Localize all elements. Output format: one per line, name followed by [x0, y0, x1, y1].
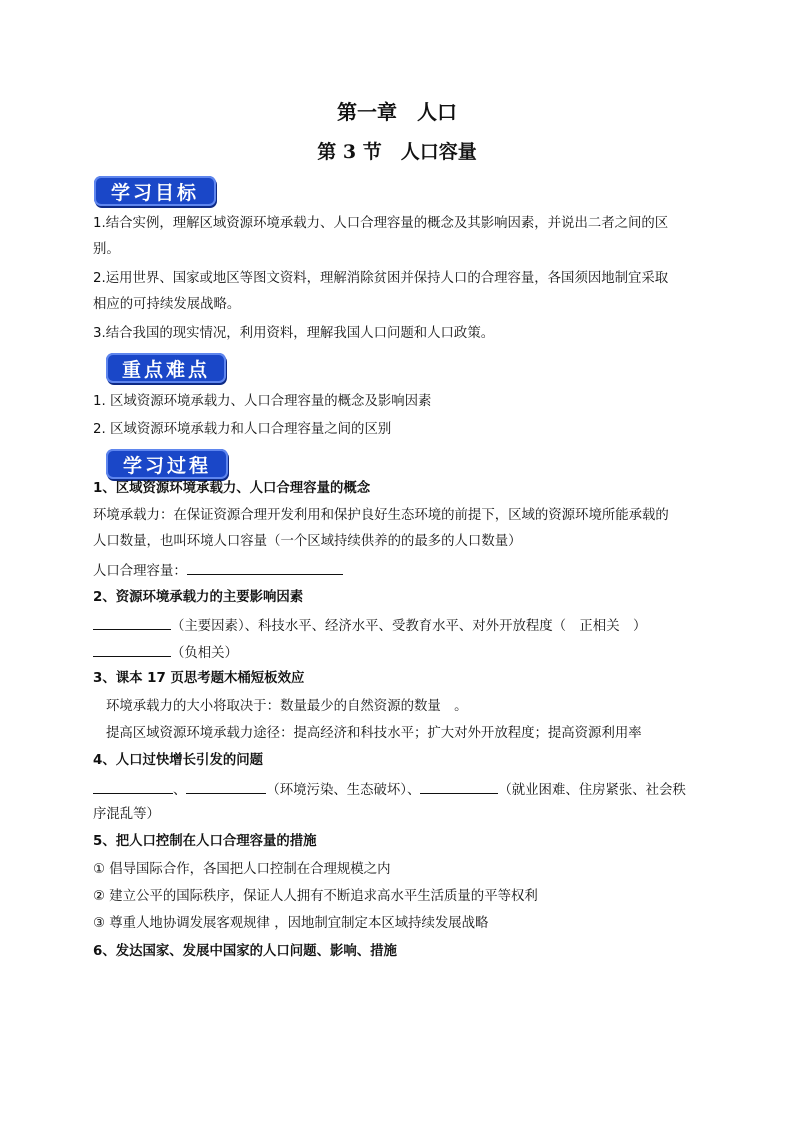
paragraph-line: 环境承载力的大小将取决于：数量最少的自然资源的数量 。 — [106, 699, 468, 714]
section-heading: 4、人口过快增长引发的问题 — [93, 753, 264, 768]
keypoint-line: 1. 区域资源环境承载力、人口合理容量的概念及影响因素 — [93, 394, 432, 409]
measure-item: ② 建立公平的国际秩序，保证人人拥有不断追求高水平生活质量的平等权利 — [93, 889, 538, 904]
answer-blank — [186, 779, 266, 794]
process-badge: 学习过程 — [106, 449, 228, 479]
section-heading: 2、资源环境承载力的主要影响因素 — [93, 590, 304, 605]
measure-item: ① 倡导国际合作，各国把人口控制在合理规模之内 — [93, 862, 391, 877]
blank-text: （环境污染、生态破坏）、 — [266, 783, 421, 798]
objective-line: 相应的可持续发展战略。 — [93, 297, 241, 312]
section-title: 第 3 节 人口容量 — [317, 141, 477, 163]
section-heading: 6、发达国家、发展中国家的人口问题、影响、措施 — [93, 944, 397, 959]
objective-line: 2.运用世界、国家或地区等图文资料，理解消除贫困并保持人口的合理容量，各国须因地制宜采取 — [93, 271, 669, 286]
paragraph-line: 环境承载力：在保证资源合理开发利用和保护良好生态环境的前提下，区域的资源环境所能承载的 — [93, 508, 669, 523]
objectives-badge: 学习目标 — [94, 176, 216, 206]
blank-text: （负相关） — [171, 646, 238, 661]
blank-text: （主要因素）、科技水平、经济水平、受教育水平、对外开放程度（ 正相关 ） — [171, 619, 647, 634]
section-heading: 5、把人口控制在人口合理容量的措施 — [93, 834, 317, 849]
paragraph-line: 序混乱等） — [93, 807, 160, 822]
answer-blank — [420, 779, 498, 794]
objective-line: 别。 — [93, 242, 120, 257]
answer-blank — [93, 642, 171, 657]
fill-blank-line — [93, 560, 343, 582]
answer-blank — [93, 779, 173, 794]
keypoints-badge: 重点难点 — [106, 353, 226, 383]
fill-blank-line — [93, 642, 238, 664]
objective-line: 1.结合实例，理解区域资源环境承载力、人口合理容量的概念及其影响因素，并说出二者之间的区 — [93, 216, 669, 231]
section-heading: 3、课本 17 页思考题木桶短板效应 — [93, 671, 305, 686]
blank-label: 人口合理容量： — [93, 564, 187, 579]
section-heading: 1、区域资源环境承载力、人口合理容量的概念 — [93, 481, 371, 496]
paragraph-line: 人口数量，也叫环境人口容量（一个区域持续供养的的最多的人口数量） — [93, 534, 522, 549]
objective-line: 3.结合我国的现实情况，利用资料，理解我国人口问题和人口政策。 — [93, 326, 495, 341]
paragraph-line: 提高区域资源环境承载力途径：提高经济和科技水平；扩大对外开放程度；提高资源利用率 — [106, 726, 642, 741]
chapter-title: 第一章 人口 — [337, 100, 457, 124]
keypoint-line: 2. 区域资源环境承载力和人口合理容量之间的区别 — [93, 422, 392, 437]
answer-blank — [187, 560, 343, 575]
measure-item: ③ 尊重人地协调发展客观规律 ，因地制宜制定本区域持续发展战略 — [93, 916, 489, 931]
answer-blank — [93, 615, 171, 630]
fill-blank-line — [93, 779, 686, 801]
fill-blank-line — [93, 615, 646, 637]
blank-text: （就业困难、住房紧张、社会秩 — [498, 783, 686, 798]
blank-text: 、 — [173, 783, 187, 798]
